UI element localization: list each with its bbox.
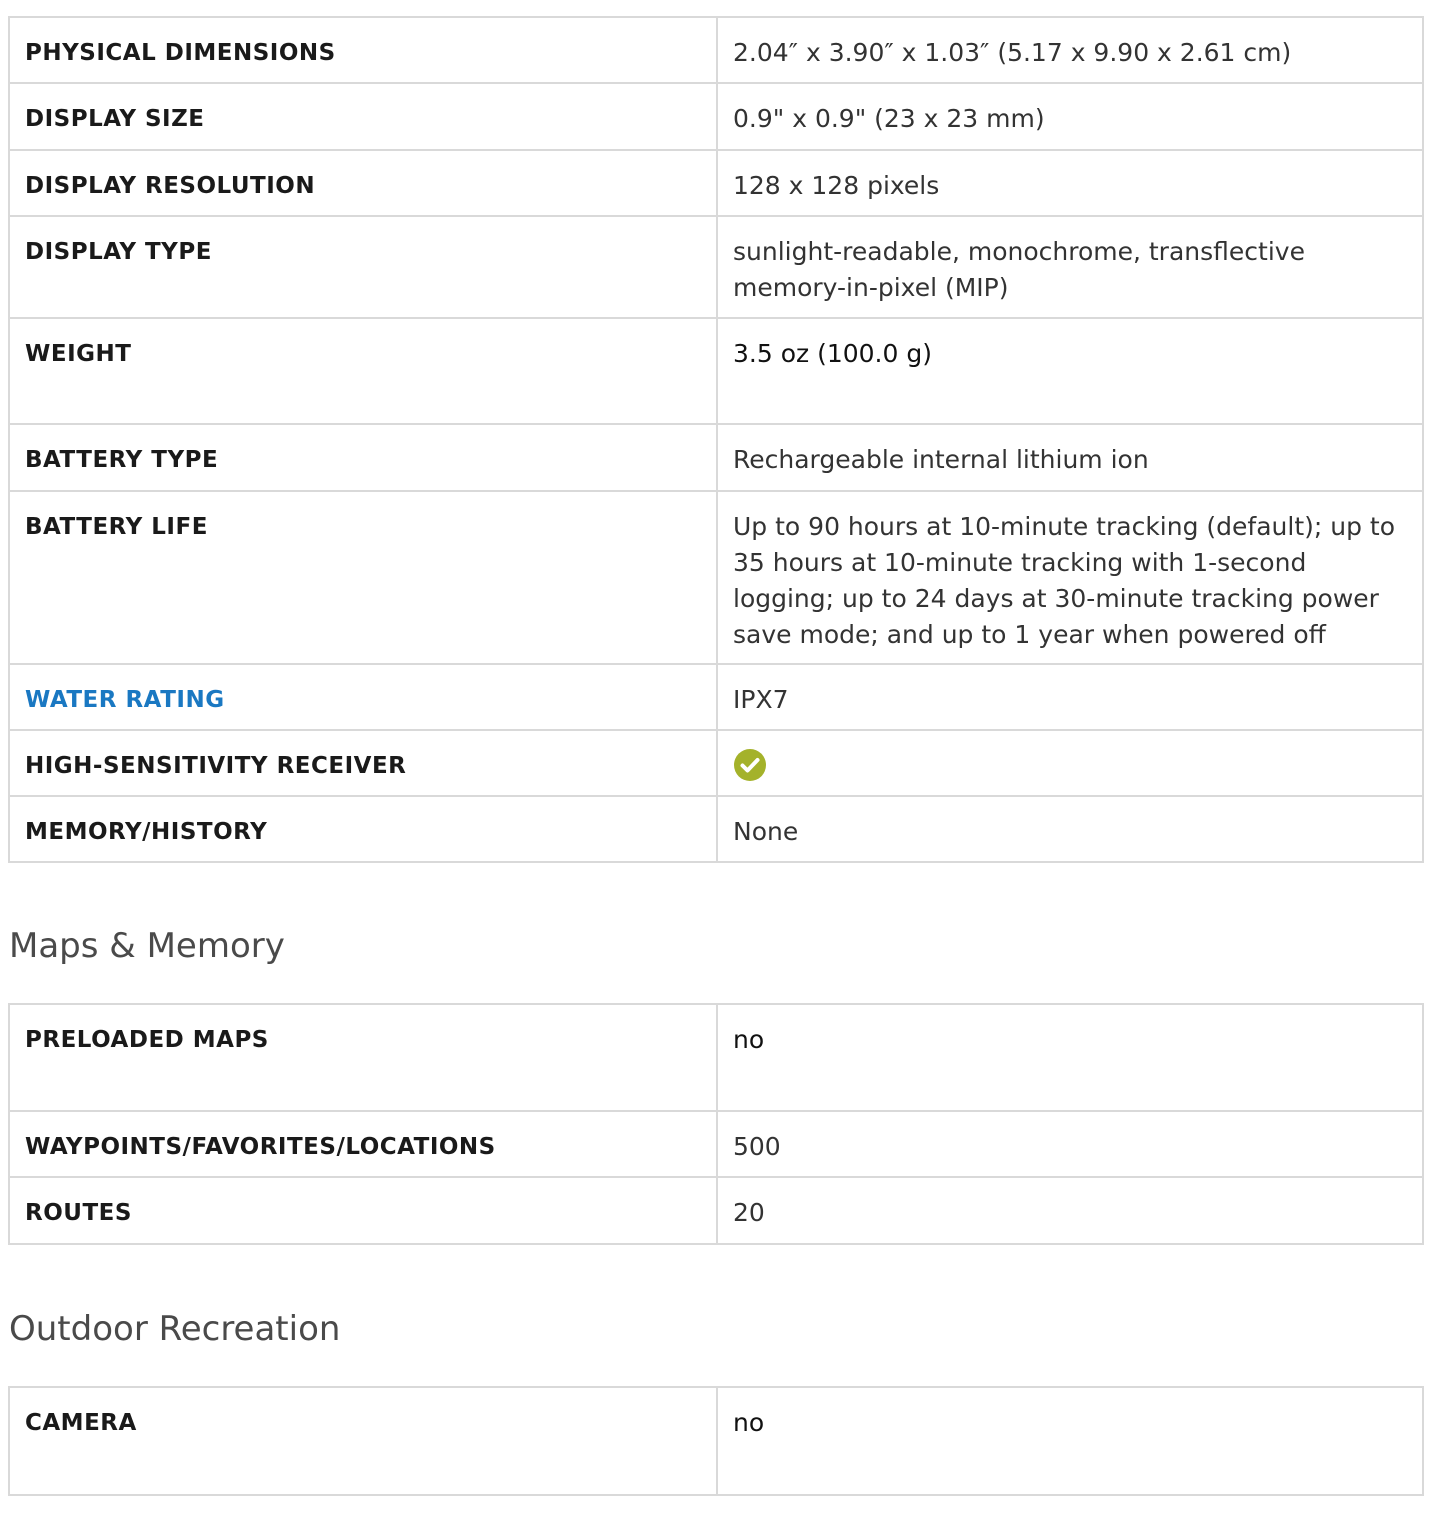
- spec-label: DISPLAY RESOLUTION: [9, 150, 717, 216]
- spec-value: 128 x 128 pixels: [717, 150, 1423, 216]
- table-row: [9, 796, 1423, 862]
- check-circle-icon: [733, 748, 767, 782]
- table-row: [9, 1387, 1423, 1495]
- spec-value: 500: [717, 1111, 1423, 1177]
- spec-label: PRELOADED MAPS: [9, 1004, 717, 1111]
- spec-label: MEMORY/HISTORY: [9, 796, 717, 862]
- spec-label: BATTERY LIFE: [9, 491, 717, 664]
- spec-value: no: [717, 1004, 1423, 1111]
- spec-label: WAYPOINTS/FAVORITES/LOCATIONS: [9, 1111, 717, 1177]
- table-row: [9, 216, 1423, 318]
- spec-value: Rechargeable internal lithium ion: [717, 424, 1423, 491]
- table-row: [9, 491, 1423, 664]
- spec-value: 0.9" x 0.9" (23 x 23 mm): [717, 83, 1423, 150]
- spec-value: 2.04″ x 3.90″ x 1.03″ (5.17 x 9.90 x 2.61 cm): [717, 17, 1423, 83]
- table-row: [9, 83, 1423, 150]
- table-row: [9, 424, 1423, 491]
- table-row: [9, 730, 1423, 796]
- spec-label: ROUTES: [9, 1177, 717, 1244]
- section-title-maps-memory: Maps & Memory: [9, 926, 285, 966]
- table-row: [9, 150, 1423, 216]
- spec-value: sunlight-readable, monochrome, transflective memory-in-pixel (MIP): [717, 216, 1423, 318]
- general-specs-table: [8, 16, 1424, 863]
- table-row: [9, 1177, 1423, 1244]
- spec-value: 3.5 oz (100.0 g): [717, 318, 1423, 424]
- spec-label: WEIGHT: [9, 318, 717, 424]
- spec-label: DISPLAY SIZE: [9, 83, 717, 150]
- table-row: [9, 318, 1423, 424]
- spec-value: 20: [717, 1177, 1423, 1244]
- spec-value: [717, 730, 1423, 796]
- section-title-outdoor-recreation: Outdoor Recreation: [9, 1309, 341, 1349]
- table-row: [9, 664, 1423, 730]
- table-row: [9, 1111, 1423, 1177]
- table-row: [9, 1004, 1423, 1111]
- maps-memory-table: [8, 1003, 1424, 1245]
- spec-value: IPX7: [717, 664, 1423, 730]
- spec-label: CAMERA: [9, 1387, 717, 1495]
- outdoor-recreation-table: [8, 1386, 1424, 1496]
- spec-value: None: [717, 796, 1423, 862]
- spec-label: PHYSICAL DIMENSIONS: [9, 17, 717, 83]
- spec-label: DISPLAY TYPE: [9, 216, 717, 318]
- spec-label: BATTERY TYPE: [9, 424, 717, 491]
- spec-label: HIGH-SENSITIVITY RECEIVER: [9, 730, 717, 796]
- water-rating-link[interactable]: WATER RATING: [9, 664, 717, 730]
- table-row: [9, 17, 1423, 83]
- spec-value: no: [717, 1387, 1423, 1495]
- spec-value: Up to 90 hours at 10-minute tracking (default); up to 35 hours at 10-minute tracking with 1-second logging; up to 24 days at 30-minute tracking power save mode; and up to 1 year when powered off: [717, 491, 1423, 664]
